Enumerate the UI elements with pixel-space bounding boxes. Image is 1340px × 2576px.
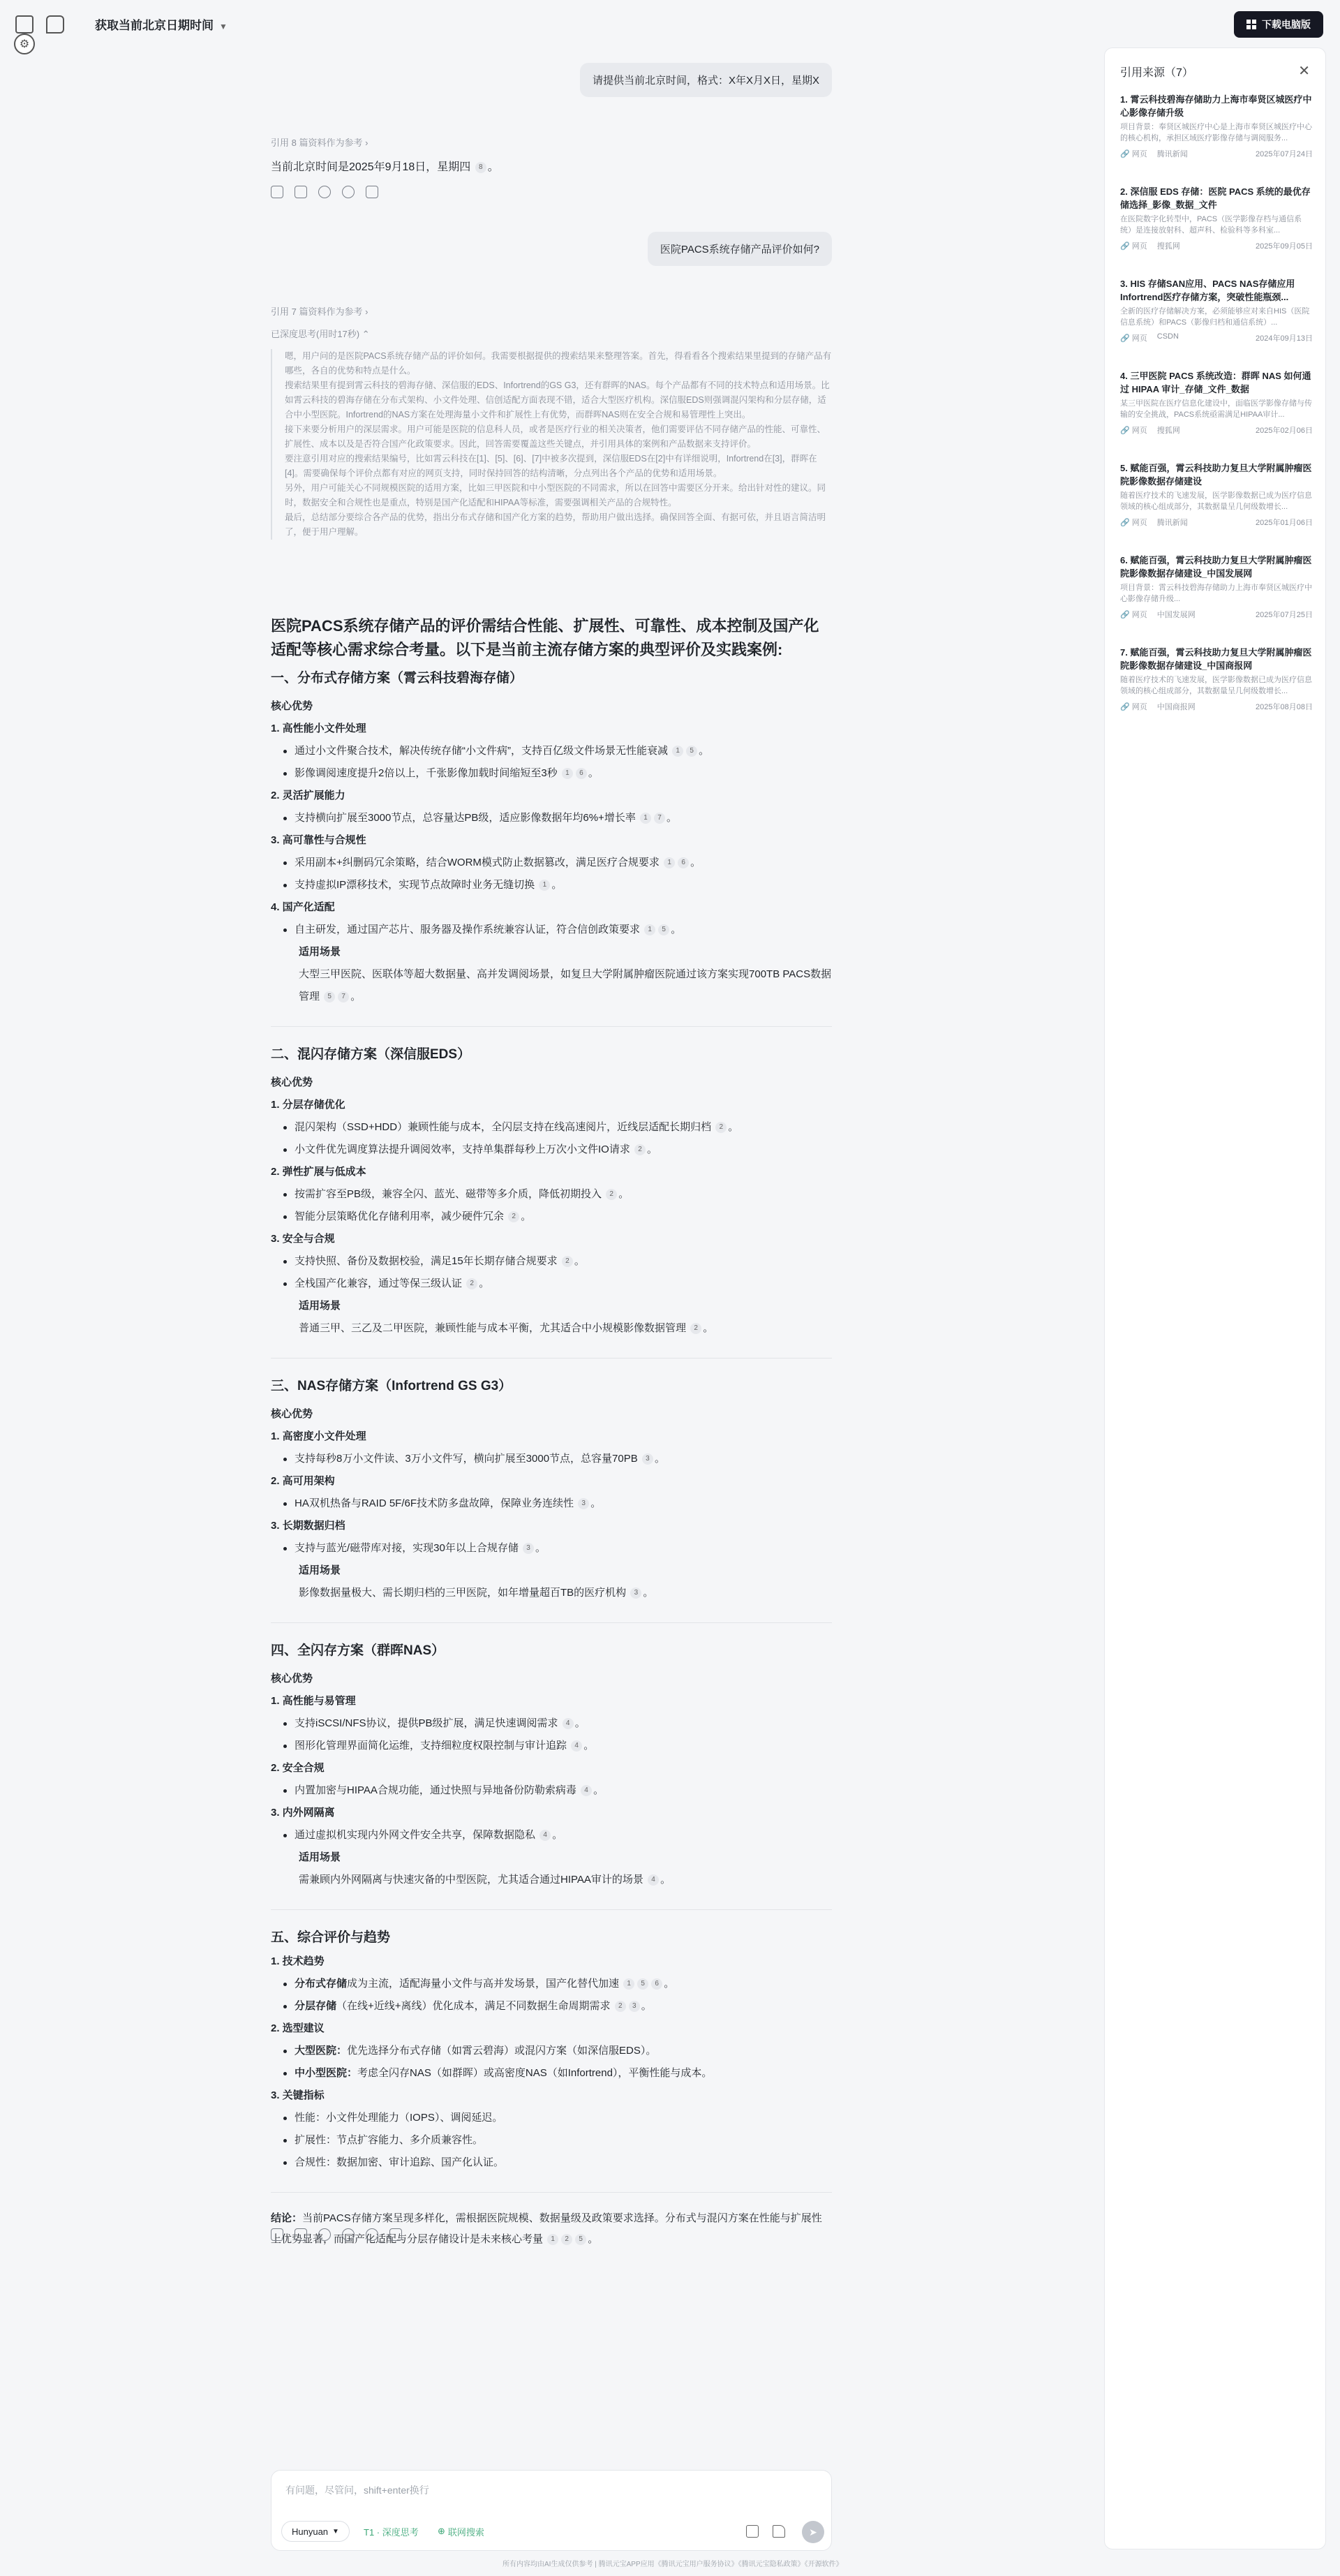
sources-title: 引用来源（7）	[1120, 67, 1193, 79]
sources-panel	[1104, 47, 1326, 2549]
section-title: 五、综合评价与趋势	[271, 1930, 391, 1945]
thumbs-up-icon[interactable]	[318, 186, 331, 198]
chevron-down-icon: ▼	[219, 22, 228, 31]
bookmark-icon[interactable]	[295, 2228, 307, 2241]
sidebar-toggle-icon[interactable]	[15, 15, 34, 34]
download-desktop-button[interactable]: 下载电脑版	[1234, 11, 1323, 38]
divider	[271, 1026, 832, 1027]
copy-icon[interactable]	[271, 186, 283, 198]
section-title: 三、NAS存储方案（Infortrend GS G3）	[271, 1379, 512, 1393]
regenerate-icon[interactable]	[366, 2228, 378, 2241]
link-icon: 🔗 网页	[1120, 611, 1147, 619]
arrow-right-icon: ➤	[809, 2526, 817, 2538]
deep-think-toggle[interactable]: T1 · 深度思考	[364, 2526, 419, 2538]
conversation-title[interactable]: 获取当前北京日期时间 ▼	[95, 19, 228, 32]
source-item[interactable]: 7. 赋能百强，霄云科技助力复旦大学附属肿瘤医院影像数据存储建设_中国商报网 随着医疗技术的飞速发展，医学影像数据已成为医疗信息领域的核心组成部分，其数据量呈几何级数增长... 🔗 网页 中国商报网 2025年08月08日	[1120, 647, 1313, 711]
reference-count[interactable]: 引用 7 篇资料作为参考 ›	[271, 306, 368, 317]
thinking-content: 嗯，用户问的是医院PACS系统存储产品的评价如何。我需要根据提供的搜索结果来整理答案。首先，得看看各个搜索结果里提到的存储产品有哪些，各自的优势和特点是什么。 搜索结果里有提到霄云科技的碧海存储、深信服的EDS、Infortrend的GS G3，还有群晖的NAS。每个产品都有不同的技术特点和适用场景。比如霄云科技的碧海存储在分布式架构、小文件处理、信创适配方面表现不错，适合大型医疗机构。深信服EDS则强调混闪架构和分层存储，适合中小型医院。Infortrend的NAS方案在处理海量小文件和扩展性上有优势，而群晖NAS则在安全合规和易管理性上突出。 接下来要分析用户的深层需求。用户可能是医院的信息科人员，或者是医疗行业的相关决策者，他们需要评估不同存储产品的性能、可靠性、扩展性、成本以及是否符合国产化政策要求。因此，回答需要覆盖这些关键点，并引用具体的案例和产品数据来支持评价。 要注意引用对应的搜索结果编号，比如霄云科技在[1]、[5]、[6]、[7]中被多次提到，深信服EDS在[2]中有详细说明，Infortrend在[3]，群晖在[4]。需要确保每个评价点都有对应的网页支持，同时保持回答的结构清晰，分点列出各个产品的优势和适用场景。 另外，用户可能关心不同规模医院的适用方案，比如三甲医院和中小型医院的不同需求，所以在回答中需要区分开来。给出针对性的建议。同时，数据安全和合规性也是重点，特别是国产化适配和HIPAA等标准，需要强调相关产品的合规特性。 最后，总结部分要综合各产品的优势，指出分布式存储和国产化方案的趋势，帮助用户做出选择。确保回答全面、有据可依，并且语言简洁明了，便于用户理解。	[271, 349, 832, 540]
divider	[271, 1909, 832, 1910]
section-title: 四、全闪存方案（群晖NAS）	[271, 1643, 445, 1658]
footer-disclaimer: 所有内容均由AI生成仅供参考 | 腾讯元宝APP应用《腾讯元宝用户服务协议》《腾讯元宝隐私政策》《开源软件》	[502, 2561, 843, 2568]
new-chat-icon[interactable]	[46, 15, 64, 34]
link-icon: 🔗 网页	[1120, 242, 1147, 251]
source-item[interactable]: 5. 赋能百强，霄云科技助力复旦大学附属肿瘤医院影像数据存储建设 随着医疗技术的飞速发展，医学影像数据已成为医疗信息领域的核心组成部分，其数据量呈几何级数增长... 🔗 网页 腾讯新闻 2025年01月06日	[1120, 463, 1313, 527]
file-upload-icon[interactable]	[773, 2525, 785, 2538]
windows-icon	[1246, 20, 1256, 29]
bookmark-icon[interactable]	[295, 186, 307, 198]
link-icon: 🔗 网页	[1120, 334, 1147, 343]
copy-icon[interactable]	[271, 2228, 283, 2241]
section-title: 一、分布式存储方案（霄云科技碧海存储）	[271, 671, 523, 686]
message-actions	[271, 186, 378, 198]
reference-count[interactable]: 引用 8 篇资料作为参考 ›	[271, 138, 368, 148]
citation-badge[interactable]: 8	[475, 162, 486, 173]
ai-answer: 医院PACS系统存储产品的评价需结合性能、扩展性、可靠性、成本控制及国产化适配等核心需求综合考量。以下是当前主流存储方案的典型评价及实践案例: 一、分布式存储方案（霄云科技碧海存储） 核心优势 1. 高性能小文件处理 通过小文件聚合技术，解决传统存储“小文件病”，支持百亿级文件场景无性能衰减 1 5 。 影像调阅速度提升2倍以上，千张影像加载时间缩短至3秒 1 6 。 2. 灵活扩展能力 支持横向扩展至3000节点，总容量达PB级，适应影像数据年均6%+增长率 1 7 。 3. 高可靠性与合规性 采用副本+纠删码冗余策略，结合WORM模式防止数据篡改，满足医疗合规要求 1 6 。 支持虚拟IP漂移技术，实现节点故障时业务无缝切换 1 。 4. 国产化适配 自主研发，通过国产芯片、服务器及操作系统兼容认证，符合信创政策要求 1 5 。 适用场景 大型三甲医院、医联体等超大数据量、高并发调阅场景，如复旦大学附属肿瘤医院通过该方案实现700TB PACS数据管理 5 7 。 二、混闪存储方案（深信服EDS） 核心优势 1. 分层存储优化 混闪架构（SSD+HDD）兼顾性能与成本，全闪层支持在线高速阅片，近线层适配长期归档 2 。 小文件优先调度算法提升调阅效率，支持单集群每秒上万次小文件IO请求 2 。 2. 弹性扩展与低成本 按需扩容至PB级，兼容全闪、蓝光、磁带等多介质，降低初期投入 2 。 智能分层策略优化存储利用率，减少硬件冗余 2 。 3. 安全与合规 支持快照、备份及数据校验，满足15年长期存储合规要求 2 。 全栈国产化兼容，通过等保三级认证 2 。 适用场景 普通三甲、三乙及二甲医院，兼顾性能与成本平衡，尤其适合中小规模影像数据管理 2 。 三、NAS存储方案（Infortrend GS G3） 核心优势 1. 高密度小文件处理 支持每秒8万小文件读、3万小文件写，横向扩展至3000节点，总容量70PB 3 。 2. 高可用架构 HA双机热备与RAID 5F/6F技术防多盘故障，保障业务连续性 3 。 3. 长期数据归档 支持与蓝光/磁带库对接，实现30年以上合规存储 3 。 适用场景 影像数据量极大、需长期归档的三甲医院，如年增量超百TB的医疗机构 3 。 四、全闪存方案（群晖NAS） 核心优势 1. 高性能与易管理 支持iSCSI/NFS协议，提供PB级扩展，满足快速调阅需求 4 。 图形化管理界面简化运维，支持细粒度权限控制与审计追踪 4 。 2. 安全合规 内置加密与HIPAA合规功能，通过快照与异地备份防勒索病毒 4 。 3. 内外网隔离 通过虚拟机实现内外网文件安全共享，保障数据隐私 4 。 适用场景 需兼顾内外网隔离与快速灾备的中型医院，尤其适合通过HIPAA审计的场景 4 。 五、综合评价与趋势 1. 技术趋势 分布式存储成为主流，适配海量小文件与高并发场景，国产化替代加速 1 5 6 。 分层存储（在线+近线+离线）优化成本，满足不同数据生命周期需求 2 3 。 2. 选型建议 大型医院：优先选择分布式存储（如霄云碧海）或混闪方案（如深信服EDS）。 中小型医院：考虑全闪存NAS（如群晖）或高密度NAS（如Infortrend），平衡性能与成本。 3. 关键指标 性能：小文件处理能力（IOPS）、调阅延迟。 扩展性：节点扩容能力、多介质兼容性。 合规性：数据加密、审计追踪、国产化认证。 结论：当前PACS存储方案呈现多样化，需根据医院规模、数据量级及政策要求选择。分布式与混闪方案在性能与扩展性上优势显著，而国产化适配与分层存储设计是未来核心考量 1 2 5 。	[271, 614, 832, 2250]
link-icon: 🔗 网页	[1120, 150, 1147, 158]
divider	[271, 1622, 832, 1623]
thumbs-down-icon[interactable]	[342, 2228, 355, 2241]
share-icon[interactable]	[389, 2228, 402, 2241]
answer-heading: 医院PACS系统存储产品的评价需结合性能、扩展性、可靠性、成本控制及国产化适配等核心需求综合考量。以下是当前主流存储方案的典型评价及实践案例:	[271, 617, 819, 658]
thinking-toggle[interactable]: 已深度思考(用时17秒) ⌃	[271, 329, 370, 339]
model-selector[interactable]: Hunyuan ▼	[281, 2521, 350, 2542]
source-item[interactable]: 4. 三甲医院 PACS 系统改造：群晖 NAS 如何通过 HIPAA 审计_存储_文件_数据 某三甲医院在医疗信息化建设中，面临医学影像存储与传输的安全挑战，PACS系统亟需满足HIPAA审计... 🔗 网页 搜狐网 2025年02月06日	[1120, 371, 1313, 435]
thumbs-up-icon[interactable]	[318, 2228, 331, 2241]
source-item[interactable]: 1. 霄云科技碧海存储助力上海市奉贤区城医疗中心影像存储升级 项目背景：奉贤区城医疗中心是上海市奉贤区城医疗中心的核心机构，承担区域医疗影像存储与调阅服务... 🔗 网页 腾讯新闻 2025年07月24日	[1120, 94, 1313, 158]
conclusion: 结论：当前PACS存储方案呈现多样化，需根据医院规模、数据量级及政策要求选择。分布式与混闪方案在性能与扩展性上优势显著，而国产化适配与分层存储设计是未来核心考量 1 2 5 。	[271, 2212, 822, 2245]
top-bar	[0, 0, 1340, 49]
link-icon: 🔗 网页	[1120, 427, 1147, 435]
message-composer[interactable]	[271, 2470, 832, 2551]
user-message: 请提供当前北京时间，格式：X年X月X日，星期X	[580, 63, 832, 97]
web-search-toggle[interactable]: ⊕ 联网搜索	[438, 2526, 484, 2538]
settings-gear-icon[interactable]: ⚙	[14, 34, 35, 54]
share-icon[interactable]	[366, 186, 378, 198]
image-upload-icon[interactable]	[746, 2525, 759, 2538]
message-actions	[271, 2228, 402, 2241]
user-message: 医院PACS系统存储产品评价如何?	[648, 232, 832, 266]
close-icon[interactable]: ✕	[1298, 64, 1310, 79]
ai-answer: 当前北京时间是2025年9月18日，星期四 8 。	[271, 161, 499, 173]
source-item[interactable]: 6. 赋能百强，霄云科技助力复旦大学附属肿瘤医院影像数据存储建设_中国发展网 项目背景：霄云科技碧海存储助力上海市奉贤区城医疗中心影像存储升级... 🔗 网页 中国发展网 2025年07月25日	[1120, 555, 1313, 619]
send-button[interactable]	[802, 2521, 824, 2543]
chevron-down-icon: ▼	[332, 2527, 339, 2536]
source-item[interactable]: 2. 深信服 EDS 存储：医院 PACS 系统的最优存储选择_影像_数据_文件 在医院数字化转型中，PACS（医学影像存档与通信系统）是连接放射科、超声科、检验科等多科室... 🔗 网页 搜狐网 2025年09月05日	[1120, 186, 1313, 251]
thumbs-down-icon[interactable]	[342, 186, 355, 198]
source-item[interactable]: 3. HIS 存储SAN应用、PACS NAS存储应用 Infortrend医疗存储方案，突破性能瓶颈... 全新的医疗存储解决方案，必须能够应对来自HIS（医院信息系统）和PACS（影像归档和通信系统）... 🔗 网页 CSDN 2024年09月13日	[1120, 279, 1313, 343]
link-icon: 🔗 网页	[1120, 703, 1147, 711]
divider	[271, 1358, 832, 1359]
section-title: 二、混闪存储方案（深信服EDS）	[271, 1047, 471, 1062]
link-icon: 🔗 网页	[1120, 519, 1147, 527]
message-input[interactable]: 有问题，尽管问，shift+enter换行	[285, 2485, 429, 2496]
divider	[271, 2192, 832, 2193]
globe-icon: ⊕	[438, 2526, 445, 2536]
